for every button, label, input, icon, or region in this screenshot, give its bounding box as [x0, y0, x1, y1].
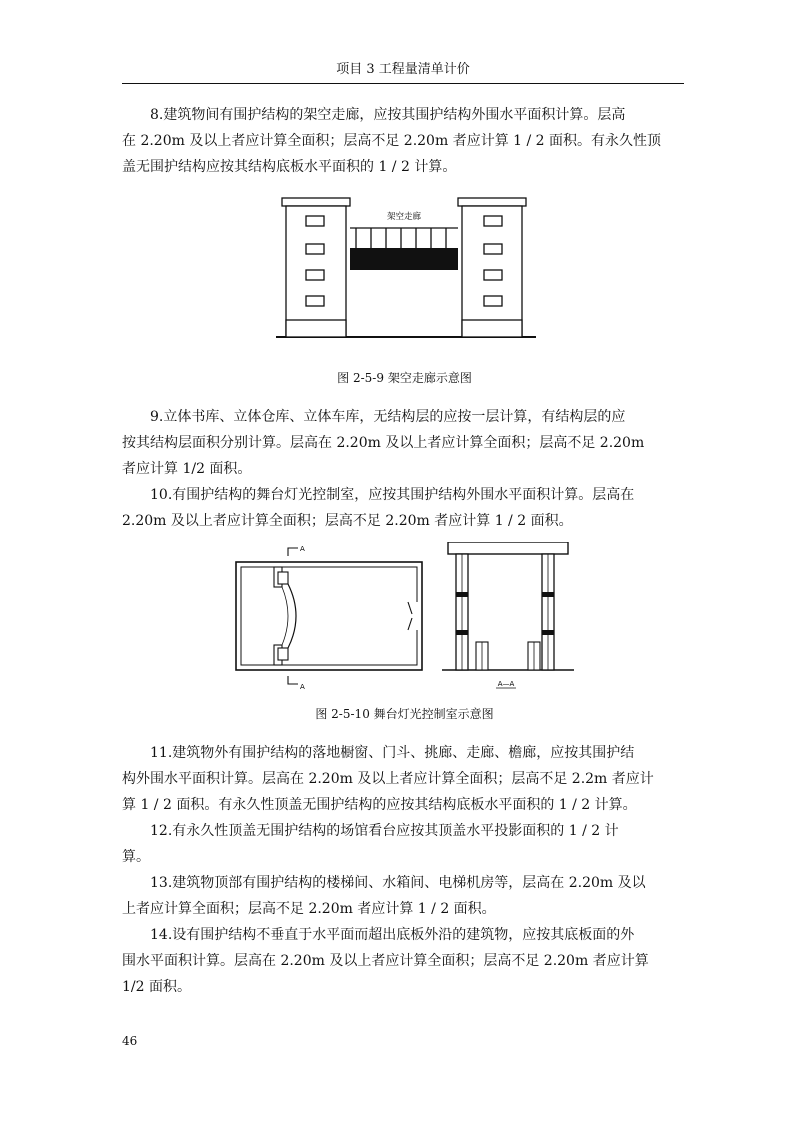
paragraph-line: 12.有永久性顶盖无围护结构的场馆看台应按其顶盖水平投影面积的 1 / 2 计 — [150, 823, 619, 839]
window — [484, 270, 502, 280]
paragraph-line: 13.建筑物顶部有围护结构的楼梯间、水箱间、电梯机房等，层高在 2.20m 及以 — [150, 875, 646, 891]
paragraph-line: 算 1 / 2 面积。有永久性顶盖无围护结构的应按其结构底板水平面积的 1 / 2 计算。 — [122, 797, 637, 813]
right-building — [458, 198, 526, 337]
paragraph-10 — [122, 482, 684, 534]
paragraph-line: 9.立体书库、立体仓库、立体车库，无结构层的应按一层计算，有结构层的应 — [150, 409, 626, 425]
corridor-slab — [350, 248, 458, 270]
window — [484, 244, 502, 254]
window — [306, 270, 324, 280]
paragraph-line: 围水平面积计算。层高在 2.20m 及以上者应计算全面积；层高不足 2.20m 者应计算 — [122, 953, 649, 969]
section-mark-top: A — [300, 545, 305, 553]
window — [306, 296, 324, 306]
figure-elevated-corridor — [276, 192, 536, 340]
figure-control-room-plan — [232, 542, 428, 692]
paragraph-line: 1/2 面积。 — [122, 979, 191, 995]
figure-caption: 图 2-5-9 架空走廊示意图 — [337, 371, 472, 385]
left-building — [282, 198, 350, 337]
paragraph-12 — [122, 818, 684, 870]
page-header: 项目 3 工程量清单计价 — [336, 62, 470, 77]
paragraph-9 — [122, 404, 684, 482]
paragraph-11 — [122, 740, 684, 818]
corridor-label: 架空走廊 — [386, 212, 422, 222]
window — [306, 216, 324, 226]
paragraph-line: 10.有围护结构的舞台灯光控制室，应按其围护结构外围水平面积计算。层高在 — [150, 487, 635, 503]
header-rule — [122, 83, 684, 84]
paragraph-line: 14.设有围护结构不垂直于水平面而超出底板外沿的建筑物，应按其底板面的外 — [150, 927, 635, 943]
paragraph-line: 2.20m 及以上者应计算全面积；层高不足 2.20m 者应计算 1 / 2 面积。 — [122, 513, 573, 529]
section-label: A—A — [497, 680, 515, 688]
window — [484, 296, 502, 306]
figure-caption: 图 2-5-10 舞台灯光控制室示意图 — [315, 707, 494, 721]
paragraph-line: 11.建筑物外有围护结构的落地橱窗、门斗、挑廊、走廊、檐廊，应按其围护结 — [150, 745, 635, 761]
paragraph-8 — [122, 102, 684, 180]
paragraph-line: 在 2.20m 及以上者应计算全面积；层高不足 2.20m 者应计算 1 / 2 面积。有永久性顶 — [122, 133, 662, 149]
paragraph-line: 盖无围护结构应按其结构底板水平面积的 1 / 2 计算。 — [122, 159, 457, 175]
paragraph-line: 8.建筑物间有围护结构的架空走廊，应按其围护结构外围水平面积计算。层高 — [150, 107, 626, 123]
paragraph-13 — [122, 870, 684, 922]
paragraph-14 — [122, 922, 684, 1000]
window — [306, 244, 324, 254]
corridor — [350, 228, 458, 270]
page-number: 46 — [122, 1034, 138, 1048]
paragraph-line: 构外围水平面积计算。层高在 2.20m 及以上者应计算全面积；层高不足 2.2m 者应计 — [122, 771, 654, 787]
figure-control-room-section — [442, 542, 574, 692]
section-mark-bottom: A — [300, 683, 305, 691]
paragraph-line: 算。 — [122, 849, 150, 865]
paragraph-line: 者应计算 1/2 面积。 — [122, 461, 252, 477]
paragraph-line: 按其结构层面积分别计算。层高在 2.20m 及以上者应计算全面积；层高不足 2.20m — [122, 435, 645, 451]
paragraph-line: 上者应计算全面积；层高不足 2.20m 者应计算 1 / 2 面积。 — [122, 901, 496, 917]
window — [484, 216, 502, 226]
